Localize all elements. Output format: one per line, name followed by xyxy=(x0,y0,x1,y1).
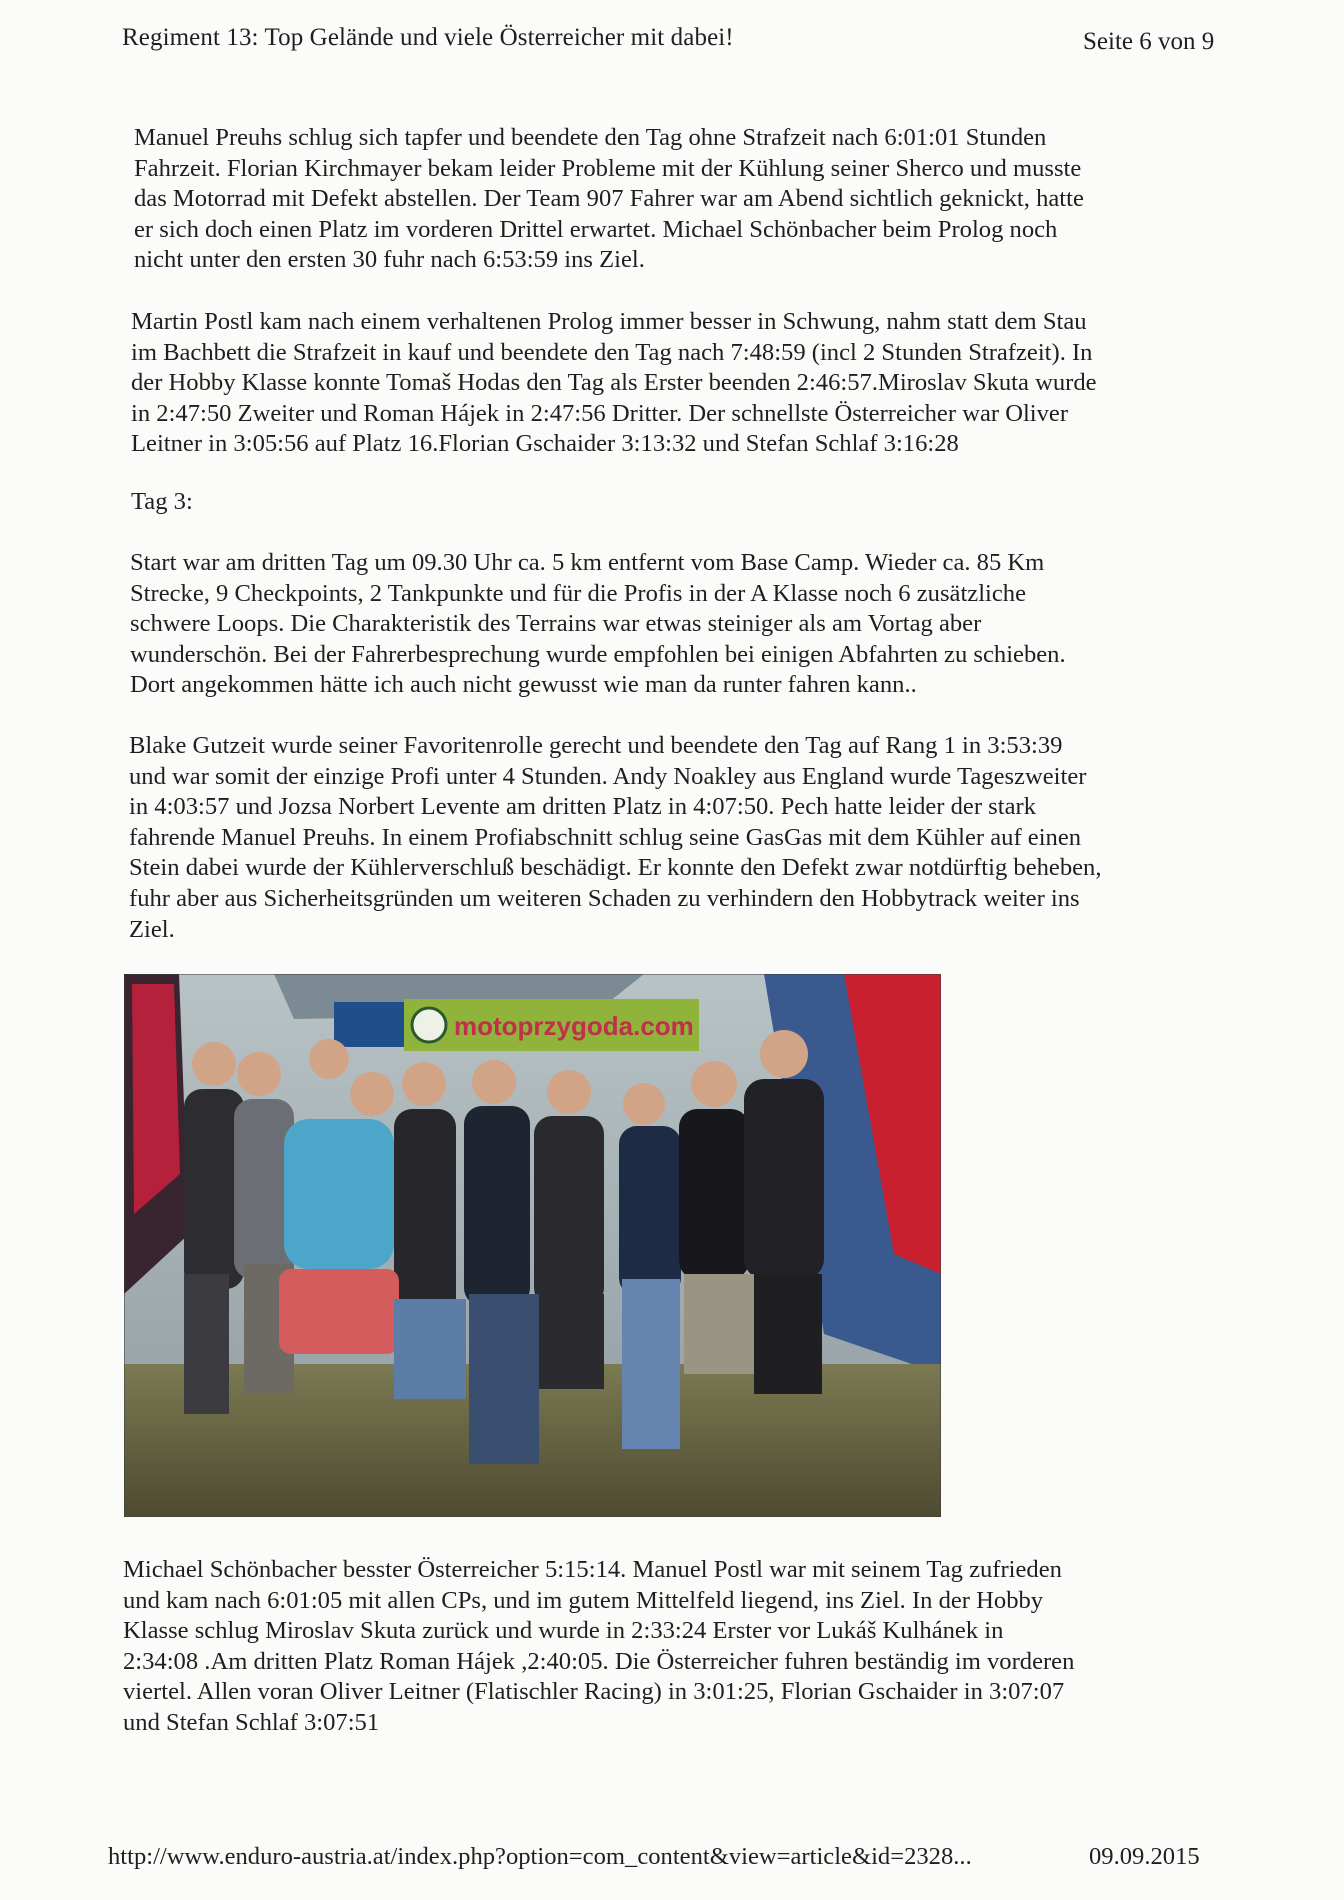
paragraph-day2-preuhs xyxy=(134,123,1224,276)
text-line: und kam nach 6:01:05 mit allen CPs, und im gutem Mittelfeld liegend, ins Ziel. In der Hobby xyxy=(123,1586,1044,1614)
text-line: Start war am dritten Tag um 09.30 Uhr ca. 5 km entfernt vom Base Camp. Wieder ca. 85 Km xyxy=(130,549,1045,576)
text-line: Blake Gutzeit wurde seiner Favoritenrolle gerecht und beendete den Tag auf Rang 1 in 3:53:39 xyxy=(129,732,1063,759)
text-line: Michael Schönbacher besster Österreicher 5:15:14. Manuel Postl war mit seinem Tag zufrieden xyxy=(123,1556,1062,1583)
text-line: das Motorrad mit Defekt abstellen. Der Team 907 Fahrer war am Abend sichtlich geknickt, hatte xyxy=(134,185,1084,213)
text-line: Martin Postl kam nach einem verhaltenen Prolog immer besser in Schwung, nahm statt dem Stau xyxy=(131,308,1087,335)
text-line: in 4:03:57 und Jozsa Norbert Levente am dritten Platz in 4:07:50. Pech hatte leider der stark xyxy=(129,793,1036,821)
paragraph-day3-start xyxy=(130,548,1220,701)
page-header-title: Regiment 13: Top Gelände und viele Österreicher mit dabei! xyxy=(122,24,734,51)
text-line: Stein dabei wurde der Kühlerverschluß beschädigt. Er konnte den Defekt zwar notdürftig beheben, xyxy=(129,854,1102,882)
text-line: Strecke, 9 Checkpoints, 2 Tankpunkte und für die Profis in der A Klasse noch 6 zusätzliche xyxy=(130,579,1026,607)
text-line: wunderschön. Bei der Fahrerbesprechung wurde empfohlen bei einigen Abfahrten zu schieben. xyxy=(130,640,1066,668)
paragraph-day2-postl xyxy=(131,307,1231,460)
paragraph-day3-results xyxy=(129,731,1239,945)
banner-text: motoprzygoda.com xyxy=(454,1011,694,1041)
text-line: schwere Loops. Die Charakteristik des Terrains war etwas steiniger als am Vortag aber xyxy=(130,610,982,638)
text-line: der Hobby Klasse konnte Tomaš Hodas den Tag als Erster beenden 2:46:57.Miroslav Skuta wurde xyxy=(131,369,1097,397)
text-line: Klasse schlug Miroslav Skuta zurück und wurde in 2:33:24 Erster vor Lukáš Kulhánek in xyxy=(123,1617,1004,1645)
footer-date: 09.09.2015 xyxy=(1089,1843,1200,1870)
text-line: Leitner in 3:05:56 auf Platz 16.Florian Gschaider 3:13:32 und Stefan Schlaf 3:16:28 xyxy=(131,430,959,458)
group-photo xyxy=(124,974,941,1517)
text-line: und war somit der einzige Profi unter 4 Stunden. Andy Noakley aus England wurde Tageszweiter xyxy=(129,762,1087,790)
paragraph-day3-austrians xyxy=(123,1555,1223,1739)
text-line: und Stefan Schlaf 3:07:51 xyxy=(123,1708,380,1736)
section-heading-tag3: Tag 3: xyxy=(131,488,193,515)
text-line: fahrende Manuel Preuhs. In einem Profiabschnitt schlug seine GasGas mit dem Kühler auf einen xyxy=(129,823,1082,851)
text-line: in 2:47:50 Zweiter und Roman Hájek in 2:47:56 Dritter. Der schnellste Österreicher war Oliver xyxy=(131,399,1069,427)
text-line: fuhr aber aus Sicherheitsgründen um weiteren Schaden zu verhindern den Hobbytrack weiter ins xyxy=(129,884,1080,912)
text-line: Fahrzeit. Florian Kirchmayer bekam leider Probleme mit der Kühlung seiner Sherco und musste xyxy=(134,154,1082,182)
page-number: Seite 6 von 9 xyxy=(1083,28,1215,55)
text-line: 2:34:08 .Am dritten Platz Roman Hájek ,2:40:05. Die Österreicher fuhren beständig im vorderen xyxy=(123,1647,1075,1675)
text-line: Manuel Preuhs schlug sich tapfer und beendete den Tag ohne Strafzeit nach 6:01:01 Stunden xyxy=(134,124,1047,151)
text-line: nicht unter den ersten 30 fuhr nach 6:53:59 ins Ziel. xyxy=(134,246,645,274)
text-line: im Bachbett die Strafzeit in kauf und beendete den Tag nach 7:48:59 (incl 2 Stunden Strafzeit). In xyxy=(131,338,1093,366)
text-line: viertel. Allen voran Oliver Leitner (Flatischler Racing) in 3:01:25, Florian Gschaider in 3:07:07 xyxy=(123,1678,1065,1706)
text-line: er sich doch einen Platz im vorderen Drittel erwartet. Michael Schönbacher beim Prolog noch xyxy=(134,215,1058,243)
text-line: Dort angekommen hätte ich auch nicht gewusst wie man da runter fahren kann.. xyxy=(130,671,917,699)
footer-url: http://www.enduro-austria.at/index.php?option=com_content&view=article&id=2328... xyxy=(108,1843,972,1870)
text-line: Ziel. xyxy=(129,915,175,943)
